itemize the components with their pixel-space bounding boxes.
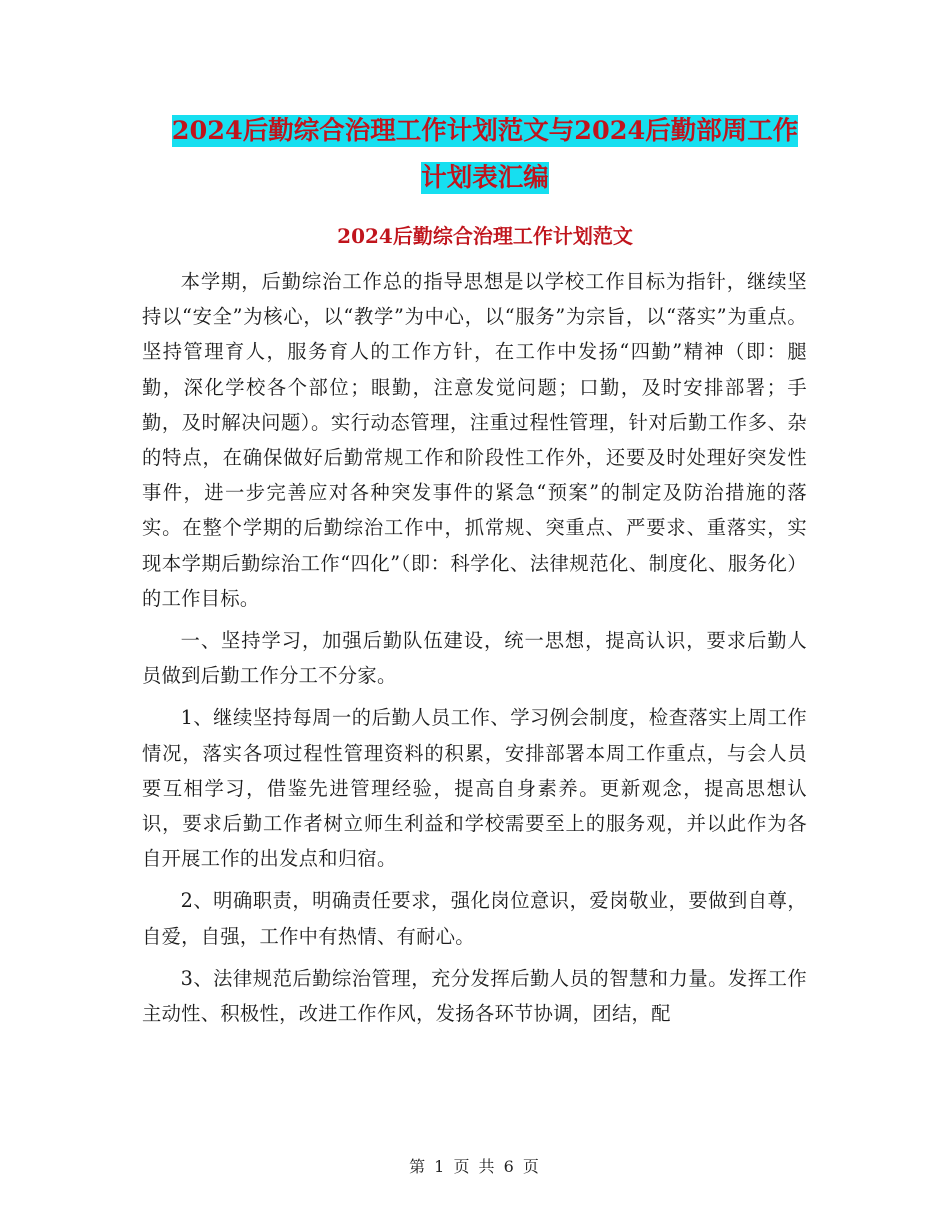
paragraph-item-1-2: 2、明确职责，明确责任要求，强化岗位意识，爱岗敬业，要做到自尊，自爱，自强，工作中有热情、有耐心。 <box>142 889 807 948</box>
paragraph-item-1-1: 1、继续坚持每周一的后勤人员工作、学习例会制度，检查落实上周工作情况，落实各项过程性管理资料的积累，安排部署本周工作重点，与会人员要互相学习，借鉴先进管理经验，提高自身素养。更新观念，提高思想认识，要求后勤工作者树立师生利益和学校需要至上的服务观，并以此作为各自开展工作的出发点和归宿。 <box>142 706 807 871</box>
section-title: 2024后勤综合治理工作计划范文 <box>337 224 633 248</box>
document-title-line2: 计划表汇编 <box>421 163 549 193</box>
document-title <box>140 108 830 202</box>
paragraph-item-1: 一、坚持学习，加强后勤队伍建设，统一思想，提高认识，要求后勤人员做到后勤工作分工不分家。 <box>142 629 807 688</box>
document-body <box>142 264 807 1038</box>
paragraph-intro: 本学期，后勤综治工作总的指导思想是以学校工作目标为指针，继续坚持以“安全”为核心，以“教学”为中心，以“服务”为宗旨，以“落实”为重点。坚持管理育人，服务育人的工作方针，在工作中发扬“四勤”精神（即：腿勤，深化学校各个部位；眼勤，注意发觉问题；口勤，及时安排部署；手勤，及时解决问题）。实行动态管理，注重过程性管理，针对后勤工作多、杂的特点，在确保做好后勤常规工作和阶段性工作外，还要及时处理好突发性事件，进一步完善应对各种突发事件的紧急“预案”的制定及防治措施的落实。在整个学期的后勤综治工作中，抓常规、突重点、严要求、重落实，实现本学期后勤综治工作“四化”（即：科学化、法律规范化、制度化、服务化）的工作目标。 <box>142 270 807 610</box>
page-footer: 第 1 页 共 6 页 <box>409 1157 541 1176</box>
paragraph-item-1-3: 3、法律规范后勤综治管理，充分发挥后勤人员的智慧和力量。发挥工作主动性、积极性，改进工作作风，发扬各环节协调，团结，配 <box>142 966 807 1026</box>
document-title-line1: 2024后勤综合治理工作计划范文与2024后勤部周工作 <box>171 116 799 146</box>
